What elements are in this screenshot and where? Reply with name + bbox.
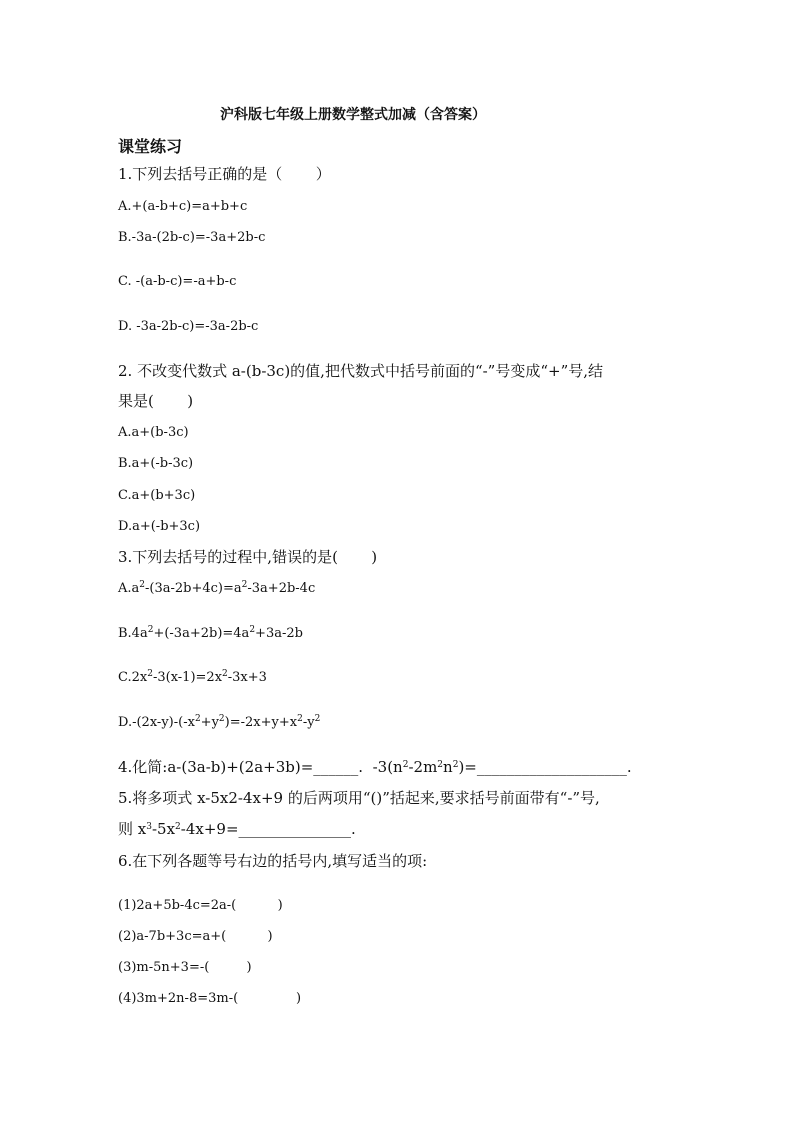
question-6-stem: 6.在下列各题等号右边的括号内,填写适当的项: bbox=[118, 852, 428, 870]
question-3-option-b: $B.4a^2+(-3a+2b)=4a^2+3a-2b$ bbox=[118, 625, 303, 641]
question-3-option-a: $A.a^2-(3a-2b+4c)=a^2-3a+2b-4c$ bbox=[118, 580, 316, 596]
question-5-line1: 5.将多项式 x-5x2-4x+9 的后两项用“()”括起来,要求括号前面带有“-”号, bbox=[118, 789, 600, 807]
question-2-stem-line2: 果是( ) bbox=[118, 392, 194, 410]
question-2-option-b: B.a+(-b-3c) bbox=[118, 456, 194, 471]
question-1-option-a: A.+(a-b+c)=a+b+c bbox=[118, 199, 248, 214]
question-1-option-c: C. -(a-b-c)=-a+b-c bbox=[118, 274, 237, 289]
question-2-option-a: A.a+(b-3c) bbox=[118, 425, 189, 440]
question-1-stem: 1.下列去括号正确的是（ ） bbox=[118, 165, 331, 183]
question-3-option-d: $D.-(2x-y)-(-x^2+y^2)=-2x+y+x^2-y^2$ bbox=[118, 714, 321, 730]
question-2-option-d: D.a+(-b+3c) bbox=[118, 519, 201, 534]
question-1-option-b: B.-3a-(2b-c)=-3a+2b-c bbox=[118, 230, 266, 245]
section-heading: 课堂练习 bbox=[118, 137, 183, 156]
question-4: 4.化简:a-(3a-b)+(2a+3b)=______. $-3(n^2-2m^2n^2)=\_\_\_\_\_\_\_\_\_\_\_\_\_\_\_\_\_\_\_\_$. bbox=[118, 758, 632, 776]
question-6-item-2: (2)a-7b+3c=a+( ) bbox=[118, 929, 273, 944]
question-3-stem: 3.下列去括号的过程中,错误的是( ) bbox=[118, 548, 378, 566]
question-2-option-c: C.a+(b+3c) bbox=[118, 488, 196, 503]
question-3-option-c: $C.2x^2-3(x-1)=2x^2-3x+3$ bbox=[118, 669, 267, 685]
question-2-stem-line1: 2. 不改变代数式 a-(b-3c)的值,把代数式中括号前面的“-”号变成“+”号,结 bbox=[118, 362, 604, 380]
question-6-item-1: (1)2a+5b-4c=2a-( ) bbox=[118, 898, 283, 913]
document-title: 沪科版七年级上册数学整式加减（含答案） bbox=[220, 107, 486, 123]
question-1-option-d: D. -3a-2b-c)=-3a-2b-c bbox=[118, 319, 259, 334]
question-5-line2: 则 $x^3-5x^2-4x+9=\_\_\_\_\_\_\_\_\_\_\_\_\_\_\_$. bbox=[118, 820, 356, 838]
question-6-item-4: (4)3m+2n-8=3m-( ) bbox=[118, 991, 302, 1006]
question-6-item-3: (3)m-5n+3=-( ) bbox=[118, 960, 252, 975]
